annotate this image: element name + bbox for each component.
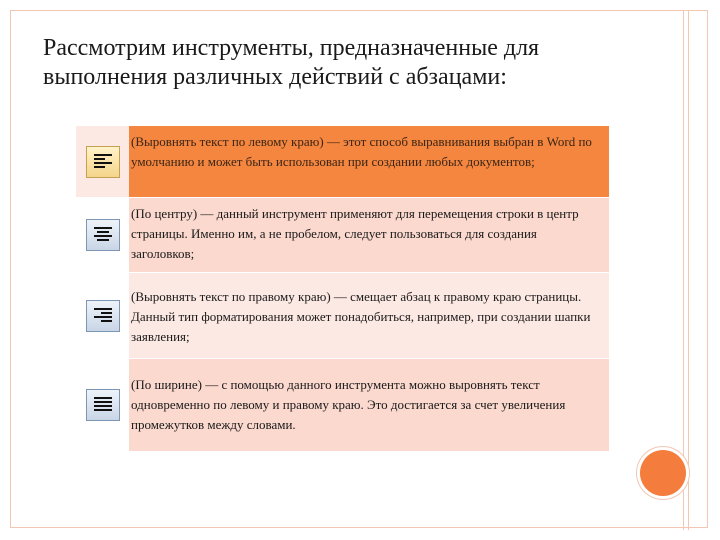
frame-rule	[683, 10, 684, 530]
row-description: (Выровнять текст по правому краю) — смещает абзац к правому краю страницы. Данный тип форматирования может понадобиться, например, при создании шапки заявления;	[129, 273, 609, 358]
align-center-icon[interactable]	[86, 219, 120, 251]
align-left-icon[interactable]	[86, 146, 120, 178]
icon-cell	[76, 126, 129, 197]
slide-heading: Рассмотрим инструменты, предназначенные для выполнения различных действий с абзацами:	[43, 35, 540, 90]
accent-circle	[640, 450, 686, 496]
row-description: (По центру) — данный инструмент применяют для перемещения строки в центр страницы. Именно им, а не пробелом, следует пользоваться для создания заголовков;	[129, 198, 609, 272]
table-row	[76, 359, 609, 452]
alignment-table	[76, 126, 609, 452]
align-justify-icon[interactable]	[86, 389, 120, 421]
icon-cell	[76, 273, 129, 358]
table-row	[76, 126, 609, 198]
icon-cell	[76, 359, 129, 451]
row-description: (Выровнять текст по левому краю) — этот способ выравнивания выбран в Word по умолчанию и может быть использован при создании любых документов;	[129, 126, 609, 197]
align-right-icon[interactable]	[86, 300, 120, 332]
frame-rule	[688, 10, 689, 530]
table-row	[76, 198, 609, 273]
row-description: (По ширине) — с помощью данного инструмента можно выровнять текст одновременно по левому и правому краю. Это достигается за счет увеличения промежутков между словами.	[129, 359, 609, 451]
table-row	[76, 273, 609, 359]
icon-cell	[76, 198, 129, 272]
